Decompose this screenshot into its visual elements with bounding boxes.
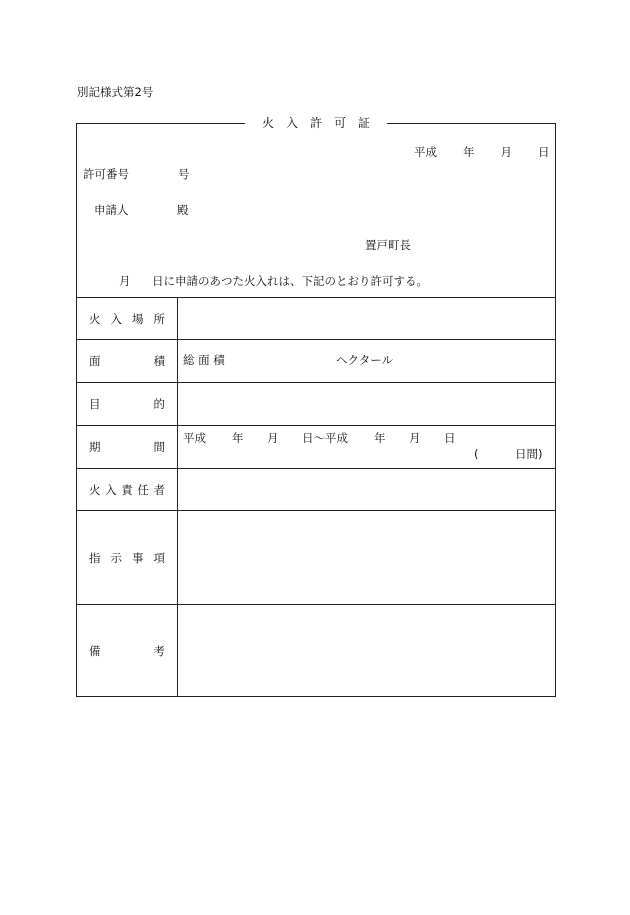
permit-number-suffix: 号: [178, 167, 190, 181]
period-start-month: 月: [267, 431, 279, 445]
period-end-year: 年: [374, 431, 386, 445]
label-burn-location: [77, 298, 177, 339]
period-days-open: (: [474, 447, 479, 461]
label-char: 責: [121, 482, 133, 497]
label-char: 項: [153, 550, 165, 565]
period-start-day-end-era: 日～平成: [302, 431, 348, 445]
area-unit: ヘクタール: [336, 353, 394, 367]
label-char: 者: [153, 482, 165, 497]
date-year: 年: [463, 145, 475, 159]
label-instructions: [77, 511, 177, 604]
label-char: 火: [89, 311, 101, 326]
date-day: 日: [538, 145, 550, 159]
issue-date: [414, 147, 550, 159]
period-start-year: 年: [232, 431, 244, 445]
label-char: 入: [105, 482, 117, 497]
period-days-close: 日間): [515, 447, 543, 461]
label-period: [77, 426, 177, 468]
label-char: 間: [153, 440, 165, 454]
area-total-label: 総 面 積: [183, 353, 225, 367]
applicant-honorific: 殿: [177, 203, 189, 217]
label-remarks: [77, 605, 177, 697]
label-char: 的: [153, 397, 165, 411]
permit-number-label: 許可番号: [83, 167, 129, 181]
frame-top-border-left: [76, 123, 245, 124]
label-char: 入: [110, 311, 122, 326]
label-responsible-person: [77, 469, 177, 510]
date-month: 月: [500, 145, 512, 159]
label-char: 所: [153, 311, 165, 326]
date-era: 平成: [414, 145, 437, 159]
label-area: [77, 340, 177, 382]
issuer-title: 置戸町長: [365, 238, 411, 252]
label-char: 場: [132, 311, 144, 326]
column-divider: [177, 297, 178, 697]
title-char: 証: [358, 116, 371, 130]
applicant-label: 申請人: [94, 203, 129, 217]
form-number-label: 別記様式第2号: [77, 85, 154, 99]
title-char: 可: [334, 116, 347, 130]
title-char: 許: [309, 116, 322, 130]
body-month: 月: [119, 274, 131, 288]
period-end-month: 月: [409, 431, 421, 445]
label-char: 事: [132, 550, 144, 565]
label-char: 積: [153, 354, 165, 368]
label-purpose: [77, 383, 177, 425]
title-char: 火: [261, 116, 274, 130]
frame-top-border-right: [387, 123, 556, 124]
form-title: [246, 117, 386, 129]
label-char: 目: [89, 397, 101, 411]
label-char: 考: [153, 644, 165, 658]
period-start-era: 平成: [183, 431, 206, 445]
label-char: 任: [137, 482, 149, 497]
label-char: 期: [89, 440, 101, 454]
label-char: 備: [89, 644, 101, 658]
body-statement: 日に申請のあつた火入れは、下記のとおり許可する。: [152, 274, 428, 288]
label-char: 指: [89, 550, 101, 565]
label-char: 面: [89, 354, 101, 368]
label-char: 示: [110, 550, 122, 565]
label-char: 火: [89, 482, 101, 497]
period-end-day: 日: [444, 431, 456, 445]
title-char: 入: [285, 116, 298, 130]
